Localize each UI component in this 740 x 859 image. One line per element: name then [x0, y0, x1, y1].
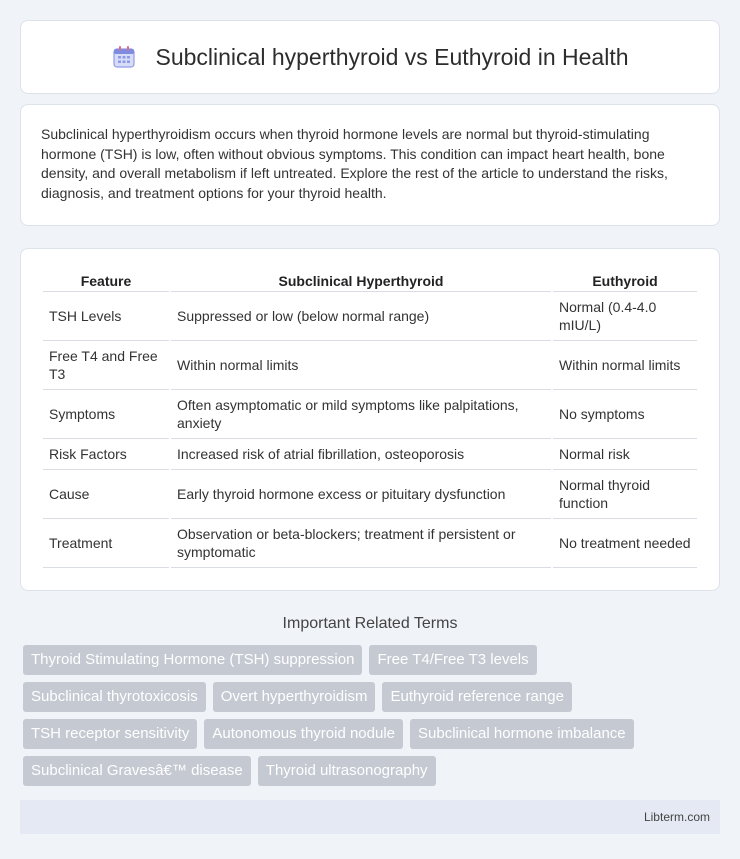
- header-euthyroid: Euthyroid: [553, 269, 697, 292]
- cell-euthyroid: Normal risk: [553, 439, 697, 470]
- cell-subclinical: Early thyroid hormone excess or pituitary dysfunction: [171, 470, 551, 519]
- related-term-tag[interactable]: Free T4/Free T3 levels: [369, 645, 536, 675]
- comparison-table-card: [20, 248, 720, 591]
- page-title: Subclinical hyperthyroid vs Euthyroid in Health: [155, 43, 629, 70]
- header-subclinical: Subclinical Hyperthyroid: [171, 269, 551, 292]
- table-header-row: [43, 269, 697, 292]
- comparison-table: [41, 269, 699, 568]
- table-row: [43, 519, 697, 568]
- header-feature: Feature: [43, 269, 169, 292]
- related-terms-title: Important Related Terms: [282, 615, 458, 632]
- cell-feature: Treatment: [43, 519, 169, 568]
- cell-subclinical: Observation or beta-blockers; treatment if persistent or symptomatic: [171, 519, 551, 568]
- related-term-tag[interactable]: Thyroid Stimulating Hormone (TSH) suppression: [23, 645, 362, 675]
- cell-euthyroid: Within normal limits: [553, 341, 697, 390]
- cell-subclinical: Often asymptomatic or mild symptoms like palpitations, anxiety: [171, 390, 551, 439]
- cell-feature: Cause: [43, 470, 169, 519]
- cell-feature: Symptoms: [43, 390, 169, 439]
- cell-feature: Free T4 and Free T3: [43, 341, 169, 390]
- cell-feature: TSH Levels: [43, 292, 169, 341]
- related-terms-list: [20, 645, 710, 786]
- related-term-tag[interactable]: Euthyroid reference range: [382, 682, 571, 712]
- table-row: [43, 439, 697, 470]
- table-row: [43, 341, 697, 390]
- related-term-tag[interactable]: TSH receptor sensitivity: [23, 719, 197, 749]
- table-row: [43, 470, 697, 519]
- footer: [20, 800, 720, 834]
- footer-brand[interactable]: Libterm.com: [643, 810, 710, 824]
- cell-euthyroid: Normal thyroid function: [553, 470, 697, 519]
- cell-feature: Risk Factors: [43, 439, 169, 470]
- cell-euthyroid: Normal (0.4-4.0 mIU/L): [553, 292, 697, 341]
- title-card: [20, 20, 720, 94]
- calendar-icon: [111, 44, 137, 70]
- related-term-tag[interactable]: Thyroid ultrasonography: [258, 756, 436, 786]
- table-row: [43, 292, 697, 341]
- cell-subclinical: Within normal limits: [171, 341, 551, 390]
- table-row: [43, 390, 697, 439]
- related-term-tag[interactable]: Overt hyperthyroidism: [213, 682, 376, 712]
- intro-card: [20, 104, 720, 226]
- intro-text: Subclinical hyperthyroidism occurs when thyroid hormone levels are normal but thyroid-stimulating hormone (TSH) is low, often without obvious symptoms. This condition can impact heart health, bone density, and overall metabolism if left untreated. Explore the rest of the article to understand the risks, diagnosis, and treatment options for your thyroid health.: [41, 126, 668, 201]
- cell-euthyroid: No symptoms: [553, 390, 697, 439]
- cell-subclinical: Increased risk of atrial fibrillation, osteoporosis: [171, 439, 551, 470]
- cell-euthyroid: No treatment needed: [553, 519, 697, 568]
- related-term-tag[interactable]: Autonomous thyroid nodule: [204, 719, 403, 749]
- related-term-tag[interactable]: Subclinical hormone imbalance: [410, 719, 634, 749]
- related-term-tag[interactable]: Subclinical thyrotoxicosis: [23, 682, 206, 712]
- related-term-tag[interactable]: Subclinical Gravesâ€™ disease: [23, 756, 251, 786]
- cell-subclinical: Suppressed or low (below normal range): [171, 292, 551, 341]
